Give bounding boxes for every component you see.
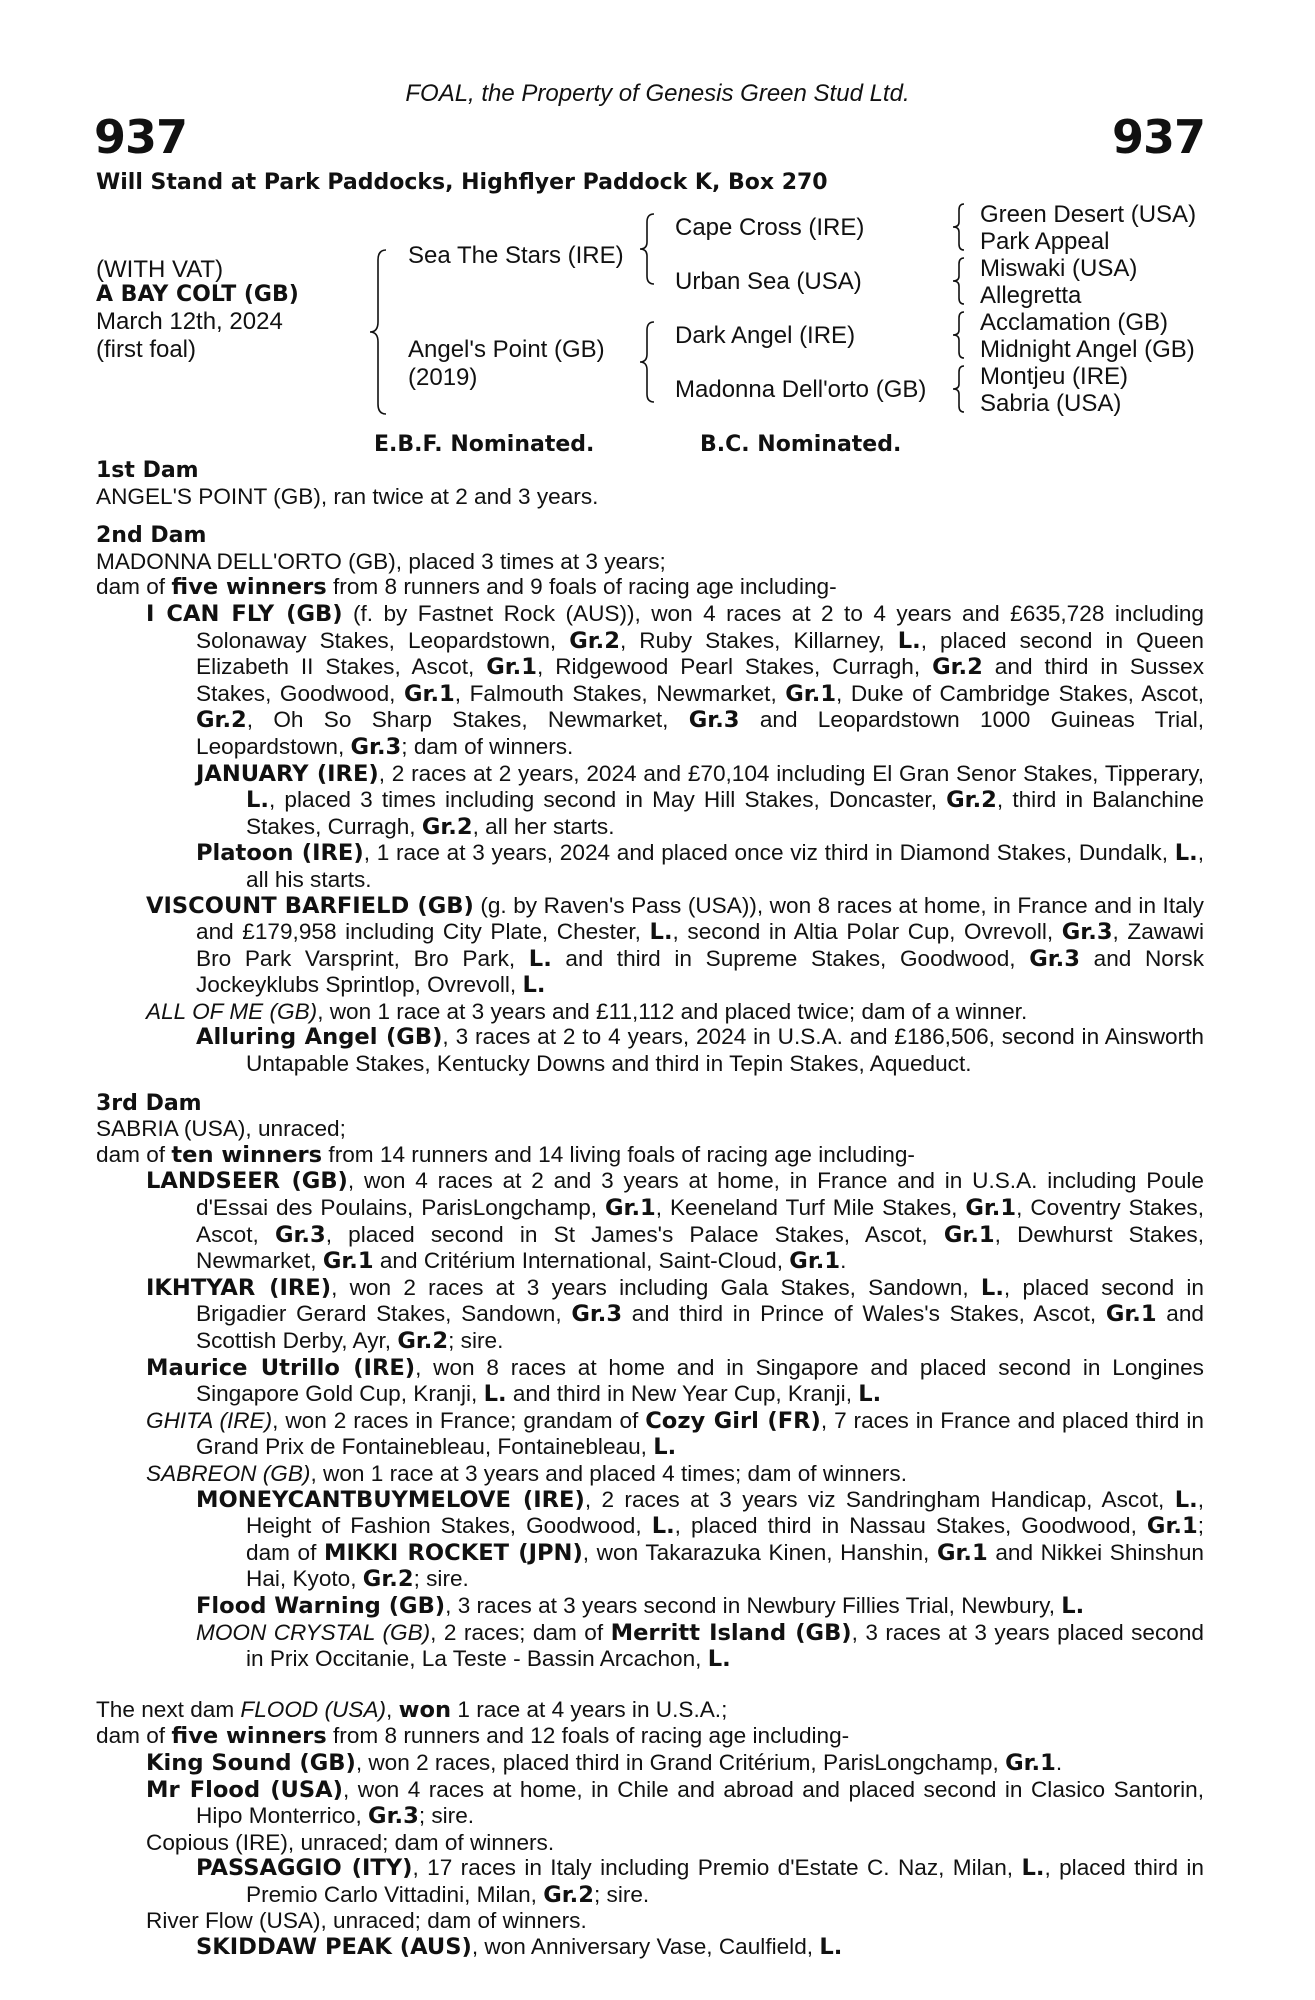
text-run: , placed 3 times including second in May Hill Stakes, Doncaster, bbox=[268, 787, 947, 813]
stand-line: Will Stand at Park Paddocks, Highflyer Paddock K, Box 270 bbox=[96, 170, 828, 195]
text-run: , won 1 race at 3 years and £11,112 and placed twice; dam of a winner. bbox=[317, 998, 1028, 1024]
italic-text: FLOOD (USA) bbox=[240, 1696, 387, 1722]
text-run: , 2 races at 3 years viz Sandringham Handicap, Ascot, bbox=[584, 1486, 1175, 1512]
pedigree-dam: Angel's Point (GB) bbox=[408, 336, 605, 363]
bold-text: L. bbox=[897, 627, 921, 654]
pedigree-brace-ggp-2 bbox=[948, 255, 972, 307]
lot-number-left: 937 bbox=[94, 110, 188, 164]
text-run: ; dam of winners. bbox=[401, 733, 574, 759]
text-run: , 7 races in France and placed third in Grand Prix de Fontainebleau, Fontainebleau, bbox=[196, 1407, 1204, 1460]
lot-number-right: 937 bbox=[1111, 110, 1205, 164]
text-run: , won 8 races at home and in Singapore and placed second in Longines Singapore Gold Cup, Kranji, bbox=[196, 1354, 1204, 1407]
text-run: , placed second in Queen Elizabeth II Stakes, Ascot, bbox=[196, 627, 1204, 680]
bold-text: Gr.3 bbox=[368, 1803, 419, 1830]
bold-text: Gr.2 bbox=[362, 1566, 414, 1593]
bold-text: L. bbox=[980, 1274, 1004, 1301]
pedigree-brace-dam bbox=[634, 320, 664, 404]
text-run: , all her starts. bbox=[472, 813, 615, 839]
text-run: and Nikkei Shinshun Hai, Kyoto, bbox=[246, 1539, 1204, 1592]
section-gap bbox=[96, 1673, 1204, 1697]
produce-entry bbox=[146, 1460, 1204, 1487]
owner-line: FOAL, the Property of Genesis Green Stud Ltd. bbox=[405, 80, 910, 107]
bold-text: Cozy Girl (FR) bbox=[645, 1407, 821, 1434]
pedigree-ggp-1: Green Desert (USA) bbox=[980, 201, 1197, 228]
bold-text: Gr.2 bbox=[196, 707, 247, 734]
section-gap bbox=[96, 1077, 1204, 1091]
bold-text: L. bbox=[707, 1646, 731, 1673]
bold-text: Gr.1 bbox=[789, 1248, 841, 1275]
pedigree-brace-ggp-3 bbox=[948, 309, 972, 361]
bold-text: L. bbox=[858, 1381, 882, 1408]
text-run: ; sire. bbox=[418, 1803, 475, 1829]
bold-text: Gr.1 bbox=[785, 680, 837, 707]
produce-entry bbox=[196, 1619, 1204, 1673]
bold-text: Gr.2 bbox=[421, 813, 473, 840]
text-run: , 3 races at 2 to 4 years, 2024 in U.S.A. and £186,506, second in Ainsworth Untapable Stakes, Kentucky Downs and third in Tepin Stakes, Aqueduct. bbox=[246, 1024, 1204, 1077]
text-run: , Zawawi Bro Park Varsprint, Bro Park, bbox=[196, 919, 1205, 971]
text-run: , Dewhurst Stakes, Newmarket, bbox=[196, 1221, 1204, 1274]
text-run: , Height of Fashion Stakes, Goodwood, bbox=[246, 1486, 1204, 1539]
text-run: ; sire. bbox=[413, 1566, 469, 1592]
produce-entry bbox=[196, 1855, 1204, 1908]
text-run: , placed third in Nassau Stakes, Goodwood, bbox=[674, 1513, 1147, 1539]
pedigree-ggp-8: Sabria (USA) bbox=[980, 390, 1122, 417]
text-run: , 2 races at 2 years, 2024 and £70,104 including El Gran Senor Stakes, Tipperary, bbox=[378, 760, 1205, 786]
text-run: from 8 runners and 12 foals of racing age including- bbox=[326, 1723, 850, 1749]
text-run: from 14 runners and 14 living foals of racing age including- bbox=[322, 1141, 915, 1167]
produce-entry bbox=[146, 1749, 1204, 1777]
bold-text: five winners bbox=[171, 1723, 327, 1750]
italic-text: MOON CRYSTAL (GB) bbox=[196, 1619, 431, 1645]
bold-text: Gr.3 bbox=[1061, 919, 1113, 946]
text-run: ; sire. bbox=[448, 1328, 504, 1353]
pedigree-brace-main bbox=[364, 248, 394, 416]
produce-entry bbox=[146, 600, 1204, 761]
text-run: , Duke of Cambridge Stakes, Ascot, bbox=[836, 680, 1204, 706]
bold-text: Maurice Utrillo (IRE) bbox=[146, 1354, 416, 1381]
bold-text: King Sound (GB) bbox=[146, 1749, 356, 1776]
text-run: from 8 runners and 9 foals of racing age including- bbox=[326, 574, 837, 600]
dam-entry bbox=[96, 484, 1204, 510]
dam-entry bbox=[96, 1697, 1204, 1724]
subject-name: A BAY COLT (GB) bbox=[96, 282, 299, 307]
text-run: dam of bbox=[96, 1141, 172, 1167]
text-run: , placed third in Premio Carlo Vittadini, Milan, bbox=[246, 1855, 1204, 1907]
bold-text: L. bbox=[653, 1434, 677, 1461]
text-run: , third in Balanchine Stakes, Curragh, bbox=[246, 787, 1204, 839]
pedigree-ggp-3: Miswaki (USA) bbox=[980, 255, 1138, 282]
text-run: ANGEL'S POINT (GB), ran twice at 2 and 3 years. bbox=[96, 483, 599, 509]
text-run: , 3 races at 3 years second in Newbury Fillies Trial, Newbury, bbox=[445, 1592, 1062, 1618]
text-run: , Ridgewood Pearl Stakes, Curragh, bbox=[536, 654, 933, 680]
text-run: and Norsk Jockeyklubs Sprintlop, Ovrevoll, bbox=[196, 945, 1204, 998]
bold-text: SKIDDAW PEAK (AUS) bbox=[196, 1934, 472, 1961]
text-run: and Critérium International, Saint-Cloud, bbox=[373, 1248, 790, 1274]
produce-entry bbox=[196, 1486, 1204, 1593]
text-run: , placed second in Brigadier Gerard Stakes, Sandown, bbox=[196, 1274, 1204, 1327]
pedigree-brace-ggp-4 bbox=[948, 363, 972, 415]
text-run: The next dam bbox=[96, 1696, 241, 1722]
bold-text: five winners bbox=[171, 574, 327, 601]
bold-text: Gr.1 bbox=[936, 1539, 988, 1566]
bold-text: Gr.1 bbox=[965, 1195, 1017, 1222]
section-heading: 2nd Dam bbox=[96, 523, 207, 549]
text-run: , Keeneland Turf Mile Stakes, bbox=[655, 1195, 966, 1221]
pedigree-dam-sire: Dark Angel (IRE) bbox=[675, 322, 856, 349]
italic-text: GHITA (IRE) bbox=[146, 1407, 273, 1433]
produce-entry bbox=[146, 1407, 1204, 1461]
text-run: Copious (IRE), unraced; dam of winners. bbox=[146, 1829, 555, 1855]
bold-text: Gr.3 bbox=[274, 1221, 326, 1248]
bold-text: L. bbox=[1174, 1486, 1198, 1513]
dam-entry bbox=[96, 1116, 1204, 1142]
text-run: , all his starts. bbox=[246, 840, 1204, 892]
bold-text: Gr.1 bbox=[1105, 1301, 1157, 1328]
text-run: MADONNA DELL'ORTO (GB), placed 3 times at 3 years; bbox=[96, 548, 666, 574]
italic-text: SABREON (GB) bbox=[146, 1460, 311, 1486]
bold-text: Gr.3 bbox=[1029, 945, 1080, 972]
vat-note: (WITH VAT) bbox=[96, 256, 224, 283]
text-run: . bbox=[1055, 1749, 1063, 1775]
bold-text: JANUARY (IRE) bbox=[196, 760, 379, 787]
text-run: and third in New Year Cup, Kranji, bbox=[506, 1381, 859, 1407]
section-gap bbox=[96, 509, 1204, 523]
bold-text: Gr.2 bbox=[932, 654, 983, 681]
subject-birth: March 12th, 2024 bbox=[96, 308, 283, 335]
produce-entry bbox=[146, 998, 1204, 1025]
pedigree-dam-dam: Madonna Dell'orto (GB) bbox=[675, 376, 927, 403]
bold-text: I CAN FLY (GB) bbox=[146, 600, 343, 627]
pedigree-ggp-7: Montjeu (IRE) bbox=[980, 363, 1129, 390]
bold-text: Gr.3 bbox=[350, 733, 402, 760]
text-run: , won 4 races at home, in Chile and abroad and placed second in Clasico Santorin, Hipo Monterrico, bbox=[196, 1776, 1205, 1829]
bold-text: Flood Warning (GB) bbox=[196, 1592, 446, 1619]
bold-text: Alluring Angel (GB) bbox=[196, 1024, 443, 1051]
text-run: and third in Prince of Wales's Stakes, Ascot, bbox=[622, 1301, 1106, 1327]
italic-text: ALL OF ME (GB) bbox=[146, 998, 318, 1024]
bold-text: Gr.2 bbox=[946, 787, 997, 814]
dam-entry bbox=[96, 549, 1204, 575]
text-run: . bbox=[840, 1248, 847, 1274]
text-run: ; sire. bbox=[593, 1881, 650, 1907]
text-run: , won Takarazuka Kinen, Hanshin, bbox=[582, 1539, 937, 1565]
text-run: , won 4 races at 2 and 3 years at home, in France and in U.S.A. including Poule d'Essai des Poulains, ParisLongchamp, bbox=[196, 1168, 1204, 1221]
produce-entry bbox=[146, 1776, 1205, 1830]
text-run: , 2 races; dam of bbox=[430, 1619, 611, 1645]
text-run: , won 2 races in France; grandam of bbox=[272, 1407, 646, 1433]
text-run: , Oh So Sharp Stakes, Newmarket, bbox=[246, 707, 689, 733]
bold-text: L. bbox=[528, 945, 552, 972]
bold-text: Gr.3 bbox=[688, 707, 740, 734]
text-run: dam of bbox=[96, 1723, 172, 1749]
bold-text: L. bbox=[1174, 840, 1198, 867]
bold-text: won bbox=[398, 1696, 452, 1723]
bold-text: L. bbox=[522, 972, 546, 999]
text-run: dam of bbox=[96, 574, 172, 600]
pedigree-sire-dam: Urban Sea (USA) bbox=[675, 268, 862, 295]
text-run: and Scottish Derby, Ayr, bbox=[196, 1301, 1204, 1353]
pedigree-dam-year: (2019) bbox=[408, 364, 478, 391]
text-run: and third in Supreme Stakes, Goodwood, bbox=[551, 945, 1030, 971]
subject-note: (first foal) bbox=[96, 336, 197, 363]
bold-text: PASSAGGIO (ITY) bbox=[196, 1855, 413, 1882]
text-run: River Flow (USA), unraced; dam of winners. bbox=[146, 1908, 587, 1934]
bold-text: L. bbox=[819, 1934, 843, 1961]
text-run: SABRIA (USA), unraced; bbox=[96, 1116, 346, 1142]
bold-text: Gr.1 bbox=[943, 1221, 995, 1248]
bold-text: MONEYCANTBUYMELOVE (IRE) bbox=[196, 1486, 585, 1513]
pedigree-ggp-2: Park Appeal bbox=[980, 228, 1110, 255]
produce-entry bbox=[196, 760, 1205, 841]
produce-entry bbox=[146, 1908, 1204, 1934]
bold-text: LANDSEER (GB) bbox=[146, 1168, 348, 1195]
produce-entry bbox=[146, 1354, 1204, 1408]
text-run: , Falmouth Stakes, Newmarket, bbox=[454, 680, 786, 706]
produce-entry bbox=[146, 1274, 1204, 1355]
text-run: , 1 race at 3 years, 2024 and placed once viz third in Diamond Stakes, Dundalk, bbox=[363, 840, 1175, 866]
text-run: and Leopardstown 1000 Guineas Trial, Leopardstown, bbox=[196, 707, 1204, 759]
bold-text: ten winners bbox=[171, 1141, 323, 1168]
text-run: , Ruby Stakes, Killarney, bbox=[619, 627, 898, 653]
dam-entry bbox=[96, 1142, 1204, 1169]
bold-text: VISCOUNT BARFIELD (GB) bbox=[146, 892, 474, 919]
bold-text: Gr.2 bbox=[569, 627, 620, 654]
bold-text: Gr.1 bbox=[1005, 1749, 1056, 1776]
bold-text: L. bbox=[246, 787, 269, 814]
bold-text: L. bbox=[1061, 1592, 1085, 1619]
bold-text: Platoon (IRE) bbox=[196, 840, 364, 867]
pedigree-brace-sire bbox=[634, 212, 664, 286]
dam-entry bbox=[96, 1723, 1204, 1750]
bold-text: IKHTYAR (IRE) bbox=[146, 1274, 332, 1301]
text-run: , won 2 races at 3 years including Gala Stakes, Sandown, bbox=[331, 1274, 981, 1300]
produce-entry bbox=[196, 1592, 1204, 1620]
pedigree-sire-sire: Cape Cross (IRE) bbox=[675, 214, 865, 241]
pedigree-ggp-4: Allegretta bbox=[980, 282, 1082, 309]
text-run: , won 2 races, placed third in Grand Critérium, ParisLongchamp, bbox=[355, 1749, 1006, 1775]
text-run: , 17 races in Italy including Premio d'Estate C. Naz, Milan, bbox=[412, 1855, 1022, 1881]
section-heading: 1st Dam bbox=[96, 458, 199, 483]
pedigree-brace-ggp-1 bbox=[948, 201, 972, 253]
bold-text: L. bbox=[649, 919, 673, 946]
bc-nomination: B.C. Nominated. bbox=[700, 432, 902, 457]
bold-text: Mr Flood (USA) bbox=[146, 1776, 343, 1803]
bold-text: Gr.2 bbox=[397, 1328, 449, 1354]
produce-entry bbox=[196, 1024, 1204, 1077]
bold-text: Gr.3 bbox=[571, 1301, 623, 1328]
bold-text: Gr.1 bbox=[322, 1248, 374, 1275]
text-run: , bbox=[386, 1696, 399, 1722]
pedigree-sire: Sea The Stars (IRE) bbox=[408, 242, 624, 269]
text-run: and third in Sussex Stakes, Goodwood, bbox=[196, 654, 1204, 706]
text-run: , 3 races at 3 years placed second in Prix Occitanie, La Teste - Bassin Arcachon, bbox=[246, 1619, 1204, 1672]
pedigree-ggp-5: Acclamation (GB) bbox=[980, 309, 1169, 336]
bold-text: Gr.1 bbox=[404, 680, 455, 707]
produce-entry bbox=[146, 1168, 1204, 1275]
bold-text: Gr.1 bbox=[1146, 1513, 1198, 1540]
dam-entry bbox=[96, 574, 1204, 601]
text-run: (f. by Fastnet Rock (AUS)), won 4 races at 2 to 4 years and £635,728 including Solonaway Stakes, Leopardstown, bbox=[196, 600, 1204, 653]
ebf-nomination: E.B.F. Nominated. bbox=[374, 432, 595, 457]
text-run: , won Anniversary Vase, Caulfield, bbox=[471, 1934, 820, 1960]
bold-text: Gr.1 bbox=[604, 1195, 656, 1222]
bold-text: Merritt Island (GB) bbox=[610, 1619, 852, 1646]
produce-entry bbox=[146, 892, 1205, 999]
text-run: ; dam of bbox=[246, 1513, 1204, 1565]
catalogue-body bbox=[96, 458, 1204, 1961]
bold-text: Gr.1 bbox=[486, 654, 537, 681]
text-run: 1 race at 4 years in U.S.A.; bbox=[451, 1696, 728, 1722]
bold-text: L. bbox=[1021, 1855, 1045, 1882]
section-heading: 3rd Dam bbox=[96, 1090, 202, 1116]
produce-entry bbox=[196, 840, 1204, 892]
text-run: , won 1 race at 3 years and placed 4 times; dam of winners. bbox=[310, 1460, 907, 1486]
text-run: , placed second in St James's Palace Stakes, Ascot, bbox=[325, 1221, 944, 1247]
bold-text: Gr.2 bbox=[543, 1881, 594, 1908]
bold-text: L. bbox=[483, 1381, 507, 1408]
text-run: , Coventry Stakes, Ascot, bbox=[196, 1195, 1204, 1247]
produce-entry bbox=[146, 1829, 1204, 1856]
produce-entry bbox=[196, 1934, 1204, 1961]
bold-text: MIKKI ROCKET (JPN) bbox=[324, 1539, 583, 1566]
text-run: , second in Altia Polar Cup, Ovrevoll, bbox=[672, 919, 1062, 945]
bold-text: L. bbox=[651, 1513, 675, 1540]
text-run: (g. by Raven's Pass (USA)), won 8 races at home, in France and in Italy and £179,958 including City Plate, Chester, bbox=[196, 892, 1204, 945]
pedigree-ggp-6: Midnight Angel (GB) bbox=[980, 336, 1195, 363]
